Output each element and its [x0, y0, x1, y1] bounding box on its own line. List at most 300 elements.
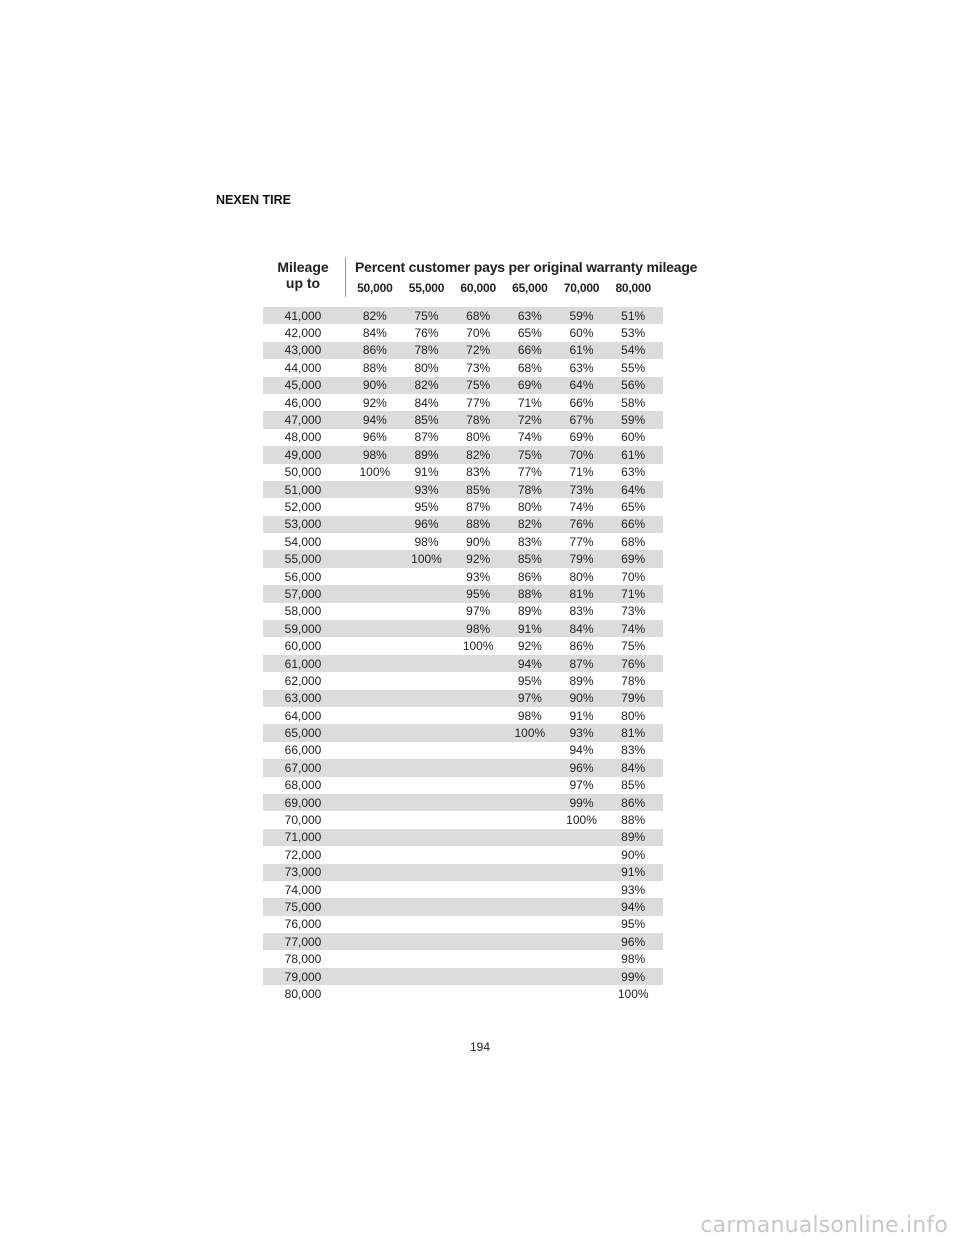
percent-cell: 94%	[621, 899, 646, 914]
percent-cell: 70%	[466, 326, 491, 341]
percent-cell	[556, 883, 608, 897]
mileage-cell: 61,000	[284, 656, 322, 671]
percent-cell	[401, 604, 453, 618]
percent-cell: 76%	[414, 326, 439, 341]
percent-cell	[401, 813, 453, 827]
percent-cell	[556, 970, 608, 984]
mileage-cell: 69,000	[284, 795, 322, 810]
percent-cell	[349, 570, 401, 584]
table-row	[263, 464, 663, 481]
percent-cell: 83%	[569, 604, 594, 619]
percent-cell: 87%	[414, 430, 439, 445]
percent-cell: 63%	[621, 465, 646, 480]
percent-cell: 98%	[517, 708, 542, 723]
percent-cell: 80%	[569, 569, 594, 584]
mileage-cell: 59,000	[284, 621, 322, 636]
percent-cell	[556, 848, 608, 862]
percent-cell: 71%	[569, 465, 594, 480]
percent-cell: 84%	[569, 621, 594, 636]
percent-cell: 68%	[466, 308, 491, 323]
percent-cell	[452, 865, 504, 879]
percent-cell: 86%	[621, 795, 646, 810]
percent-cell: 86%	[362, 343, 387, 358]
percent-cell: 82%	[517, 517, 542, 532]
percent-cell: 100%	[359, 465, 391, 480]
percent-cell: 85%	[466, 482, 491, 497]
percent-cell	[452, 796, 504, 810]
percent-cell: 69%	[621, 552, 646, 567]
percent-cell	[401, 830, 453, 844]
percent-cell: 89%	[569, 673, 594, 688]
percent-cell	[452, 813, 504, 827]
percent-cell: 92%	[517, 639, 542, 654]
percent-cell: 86%	[517, 569, 542, 584]
percent-cell: 100%	[411, 552, 442, 567]
percent-cell: 100%	[566, 813, 597, 828]
percent-cell: 82%	[414, 378, 439, 393]
percent-cell: 63%	[569, 360, 594, 375]
percent-cell	[504, 761, 556, 775]
percent-cell	[349, 883, 401, 897]
percent-cell: 83%	[517, 534, 542, 549]
percent-cell: 72%	[517, 413, 542, 428]
warranty-table	[263, 255, 698, 1003]
percent-cell: 66%	[621, 517, 646, 532]
percent-cell: 99%	[569, 795, 594, 810]
percent-cell: 88%	[621, 813, 646, 828]
percent-cell: 98%	[466, 621, 491, 636]
percent-cell	[452, 900, 504, 914]
percent-cell	[452, 761, 504, 775]
percent-cell	[349, 517, 401, 531]
percent-cell: 79%	[569, 552, 594, 567]
percent-cell: 68%	[621, 534, 646, 549]
percent-cell: 96%	[569, 760, 594, 775]
mileage-cell: 77,000	[284, 934, 322, 949]
table-row	[263, 881, 663, 898]
percent-cell	[504, 935, 556, 949]
mileage-cell: 55,000	[284, 552, 322, 567]
percent-cell: 63%	[517, 308, 542, 323]
percent-cell	[349, 952, 401, 966]
percent-cell	[349, 604, 401, 618]
percent-cell: 90%	[569, 691, 594, 706]
percent-cell	[556, 935, 608, 949]
percent-cell	[452, 674, 504, 688]
percent-cell	[349, 674, 401, 688]
percent-cell	[452, 987, 504, 1001]
table-row	[263, 655, 663, 672]
percent-cell	[504, 796, 556, 810]
mileage-cell: 53,000	[284, 517, 322, 532]
percent-cell	[349, 935, 401, 949]
table-row	[263, 864, 663, 881]
percent-cell: 80%	[466, 430, 491, 445]
table-row	[263, 777, 663, 794]
percent-cell	[349, 761, 401, 775]
percent-cell	[504, 883, 556, 897]
percent-cell	[504, 743, 556, 757]
percent-cell: 60%	[621, 430, 646, 445]
mileage-cell: 79,000	[284, 969, 322, 984]
percent-cell: 71%	[621, 586, 646, 601]
table-row	[263, 359, 663, 376]
percent-cell: 65%	[621, 499, 646, 514]
percent-cell: 93%	[621, 882, 646, 897]
column-header: 65,000	[512, 281, 548, 295]
percent-cell: 86%	[569, 639, 594, 654]
percent-cell: 73%	[569, 482, 594, 497]
percent-cell: 61%	[621, 447, 646, 462]
percent-cell	[504, 778, 556, 792]
mileage-cell: 54,000	[284, 534, 322, 549]
percent-cell: 84%	[414, 395, 439, 410]
table-row	[263, 742, 663, 759]
percent-cell	[401, 691, 453, 705]
percent-cell: 70%	[569, 447, 594, 462]
percent-cell	[349, 726, 401, 740]
table-row	[263, 707, 663, 724]
mileage-cell: 76,000	[284, 917, 322, 932]
percent-cell	[349, 900, 401, 914]
percent-cell: 85%	[517, 552, 542, 567]
percent-cell	[349, 830, 401, 844]
percent-cell: 76%	[621, 656, 646, 671]
percent-cell: 74%	[621, 621, 646, 636]
table-row	[263, 498, 663, 515]
percent-cell: 95%	[466, 586, 491, 601]
percent-cell: 85%	[621, 778, 646, 793]
percent-cell: 95%	[517, 673, 542, 688]
mileage-cell: 80,000	[284, 986, 322, 1001]
percent-cell	[349, 500, 401, 514]
table-row	[263, 446, 663, 463]
percent-cell: 92%	[466, 552, 491, 567]
table-row	[263, 724, 663, 741]
percent-cell: 51%	[621, 308, 646, 323]
mileage-cell: 49,000	[284, 447, 322, 462]
percent-cell: 89%	[517, 604, 542, 619]
mileage-cell: 67,000	[284, 760, 322, 775]
percent-cell	[349, 987, 401, 1001]
percent-cell: 75%	[466, 378, 491, 393]
percent-cell: 66%	[569, 395, 594, 410]
percent-cell	[401, 935, 453, 949]
percent-cell: 68%	[517, 360, 542, 375]
percent-cell: 97%	[517, 691, 542, 706]
percent-cell: 98%	[621, 952, 646, 967]
percent-cell: 64%	[621, 482, 646, 497]
column-header: 55,000	[408, 281, 445, 295]
percent-cell	[401, 674, 453, 688]
percent-cell: 66%	[517, 343, 542, 358]
percent-cell: 83%	[466, 465, 491, 480]
percent-cell	[452, 952, 504, 966]
percent-cell: 94%	[569, 743, 594, 758]
percent-cell	[401, 883, 453, 897]
table-row	[263, 481, 663, 498]
percent-cell	[349, 535, 401, 549]
percent-cell	[349, 657, 401, 671]
percent-cell: 59%	[569, 308, 594, 323]
page-title: NEXEN TIRE	[216, 193, 292, 207]
table-row	[263, 933, 663, 950]
percent-cell	[349, 778, 401, 792]
table-row	[263, 394, 663, 411]
mileage-cell: 41,000	[284, 308, 322, 323]
percent-cell: 100%	[462, 639, 494, 654]
percent-cell	[401, 987, 453, 1001]
percent-cell: 58%	[621, 395, 646, 410]
warranty-column-headers	[349, 281, 659, 295]
percent-cell	[401, 778, 453, 792]
percent-cell: 95%	[414, 499, 439, 514]
mileage-column-header: Mileage up to	[277, 259, 329, 291]
table-row	[263, 429, 663, 446]
percent-cell: 75%	[517, 447, 542, 462]
percent-cell	[452, 917, 504, 931]
mileage-cell: 43,000	[284, 343, 322, 358]
page-number: 194	[469, 1040, 491, 1054]
percent-cell	[401, 900, 453, 914]
header-divider	[345, 257, 346, 297]
percent-cell	[349, 709, 401, 723]
percent-cell	[349, 813, 401, 827]
percent-cell: 94%	[517, 656, 542, 671]
percent-cell: 96%	[414, 517, 439, 532]
percent-cell	[401, 761, 453, 775]
percent-cell	[349, 970, 401, 984]
percent-cell: 90%	[466, 534, 491, 549]
percent-cell	[452, 883, 504, 897]
mileage-cell: 45,000	[284, 378, 322, 393]
percent-cell	[401, 917, 453, 931]
percent-cell: 74%	[517, 430, 542, 445]
table-row	[263, 950, 663, 967]
percent-cell	[401, 952, 453, 966]
percent-cell: 81%	[569, 586, 594, 601]
mileage-cell: 71,000	[284, 830, 322, 845]
percent-cell	[349, 865, 401, 879]
percent-cell: 94%	[362, 413, 387, 428]
percent-cell: 88%	[466, 517, 491, 532]
percent-cell: 67%	[569, 413, 594, 428]
mileage-cell: 58,000	[284, 604, 322, 619]
percent-cell: 69%	[517, 378, 542, 393]
percent-cell	[452, 848, 504, 862]
table-row	[263, 603, 663, 620]
percent-cell: 96%	[621, 934, 646, 949]
percent-cell: 72%	[466, 343, 491, 358]
percent-cell	[401, 587, 453, 601]
percent-cell	[556, 865, 608, 879]
percent-cell: 61%	[569, 343, 594, 358]
percent-cell	[504, 917, 556, 931]
percent-cell	[349, 622, 401, 636]
percent-cell	[401, 622, 453, 636]
percent-cell: 60%	[569, 326, 594, 341]
table-row	[263, 533, 663, 550]
percent-cell	[556, 987, 608, 1001]
percent-cell: 80%	[621, 708, 646, 723]
percent-cell	[349, 917, 401, 931]
percent-cell: 100%	[617, 986, 649, 1001]
percent-cell	[504, 848, 556, 862]
percent-cell	[452, 709, 504, 723]
percent-cell	[349, 743, 401, 757]
percent-cell: 84%	[621, 760, 646, 775]
percent-cell	[401, 796, 453, 810]
table-row	[263, 759, 663, 776]
percent-cell	[452, 935, 504, 949]
percent-cell: 75%	[414, 308, 439, 323]
percent-cell	[504, 952, 556, 966]
mileage-cell: 47,000	[284, 413, 322, 428]
percent-cell	[504, 813, 556, 827]
percent-cell: 89%	[621, 830, 646, 845]
mileage-cell: 52,000	[284, 499, 322, 514]
percent-cell: 91%	[569, 708, 594, 723]
percent-cell	[556, 900, 608, 914]
percent-cell: 69%	[569, 430, 594, 445]
mileage-cell: 63,000	[284, 691, 322, 706]
percent-cell: 73%	[621, 604, 646, 619]
mileage-cell: 50,000	[284, 465, 322, 480]
percent-cell: 93%	[414, 482, 439, 497]
mileage-cell: 60,000	[284, 639, 322, 654]
percent-cell	[452, 778, 504, 792]
percent-cell	[504, 900, 556, 914]
percent-cell: 83%	[621, 743, 646, 758]
percent-cell	[401, 570, 453, 584]
table-row	[263, 342, 663, 359]
percent-cell	[504, 865, 556, 879]
percent-cell: 65%	[517, 326, 542, 341]
mileage-cell: 46,000	[284, 395, 322, 410]
table-row	[263, 898, 663, 915]
percent-cell	[452, 743, 504, 757]
mileage-cell: 42,000	[284, 326, 322, 341]
table-row	[263, 550, 663, 567]
percent-cell: 93%	[466, 569, 491, 584]
percent-cell: 95%	[621, 917, 646, 932]
percent-cell	[452, 657, 504, 671]
percent-cell: 77%	[517, 465, 542, 480]
mileage-cell: 56,000	[284, 569, 322, 584]
percent-cell: 91%	[517, 621, 542, 636]
percent-cell: 77%	[569, 534, 594, 549]
percent-cell	[401, 726, 453, 740]
percent-cell: 64%	[569, 378, 594, 393]
mileage-cell: 73,000	[284, 865, 322, 880]
percent-cell	[349, 796, 401, 810]
percent-cell	[504, 987, 556, 1001]
percent-cell: 91%	[621, 865, 646, 880]
percent-cell: 71%	[517, 395, 542, 410]
mileage-cell: 74,000	[284, 882, 322, 897]
percent-cell: 80%	[414, 360, 439, 375]
percent-cell	[452, 830, 504, 844]
table-row	[263, 324, 663, 341]
table-row	[263, 985, 663, 1002]
percent-cell	[349, 587, 401, 601]
percent-cell: 70%	[621, 569, 646, 584]
table-row	[263, 377, 663, 394]
table-row	[263, 411, 663, 428]
percent-cell: 78%	[517, 482, 542, 497]
percent-cell: 98%	[362, 447, 387, 462]
table-row	[263, 846, 663, 863]
percent-cell: 53%	[621, 326, 646, 341]
percent-cell: 93%	[569, 726, 594, 741]
percent-cell: 78%	[621, 673, 646, 688]
percent-cell	[349, 483, 401, 497]
percent-cell: 92%	[362, 395, 387, 410]
percent-cell	[504, 830, 556, 844]
percent-cell	[401, 657, 453, 671]
percent-cell	[452, 691, 504, 705]
table-header	[263, 255, 698, 305]
percent-cell: 98%	[414, 534, 439, 549]
table-row	[263, 516, 663, 533]
percent-cell: 78%	[466, 413, 491, 428]
table-row	[263, 672, 663, 689]
percent-cell	[401, 743, 453, 757]
table-row	[263, 690, 663, 707]
percent-cell: 81%	[621, 726, 646, 741]
percent-cell: 76%	[569, 517, 594, 532]
percent-cell: 80%	[517, 499, 542, 514]
mileage-cell: 64,000	[284, 708, 322, 723]
mileage-cell: 68,000	[284, 778, 322, 793]
percent-cell	[556, 952, 608, 966]
percent-cell: 79%	[621, 691, 646, 706]
mileage-cell: 51,000	[284, 482, 322, 497]
table-row	[263, 585, 663, 602]
table-body	[263, 307, 663, 1003]
percent-cell: 74%	[569, 499, 594, 514]
percent-cell	[349, 848, 401, 862]
percent-cell: 89%	[414, 447, 439, 462]
percent-cell: 96%	[362, 430, 387, 445]
percent-cell: 82%	[362, 308, 387, 323]
mileage-cell: 70,000	[284, 813, 322, 828]
table-row	[263, 637, 663, 654]
percent-cell	[504, 970, 556, 984]
percent-cell	[401, 709, 453, 723]
percent-cell	[556, 830, 608, 844]
mileage-cell: 62,000	[284, 673, 322, 688]
percent-cell	[556, 917, 608, 931]
percent-cell: 91%	[414, 465, 439, 480]
percent-cell	[401, 848, 453, 862]
percent-cell	[401, 639, 453, 653]
percent-cell	[452, 970, 504, 984]
percent-group-header: Percent customer pays per original warranty mileage	[355, 259, 698, 275]
column-header: 70,000	[563, 281, 600, 295]
percent-cell: 97%	[569, 778, 594, 793]
percent-cell	[349, 552, 401, 566]
percent-cell: 82%	[466, 447, 491, 462]
table-row	[263, 620, 663, 637]
percent-cell: 54%	[621, 343, 646, 358]
percent-cell: 84%	[362, 326, 387, 341]
percent-cell: 100%	[514, 726, 546, 741]
percent-cell: 56%	[621, 378, 646, 393]
watermark: carmanualsonline.info	[700, 1213, 948, 1238]
percent-cell: 90%	[621, 847, 646, 862]
percent-cell: 87%	[569, 656, 594, 671]
